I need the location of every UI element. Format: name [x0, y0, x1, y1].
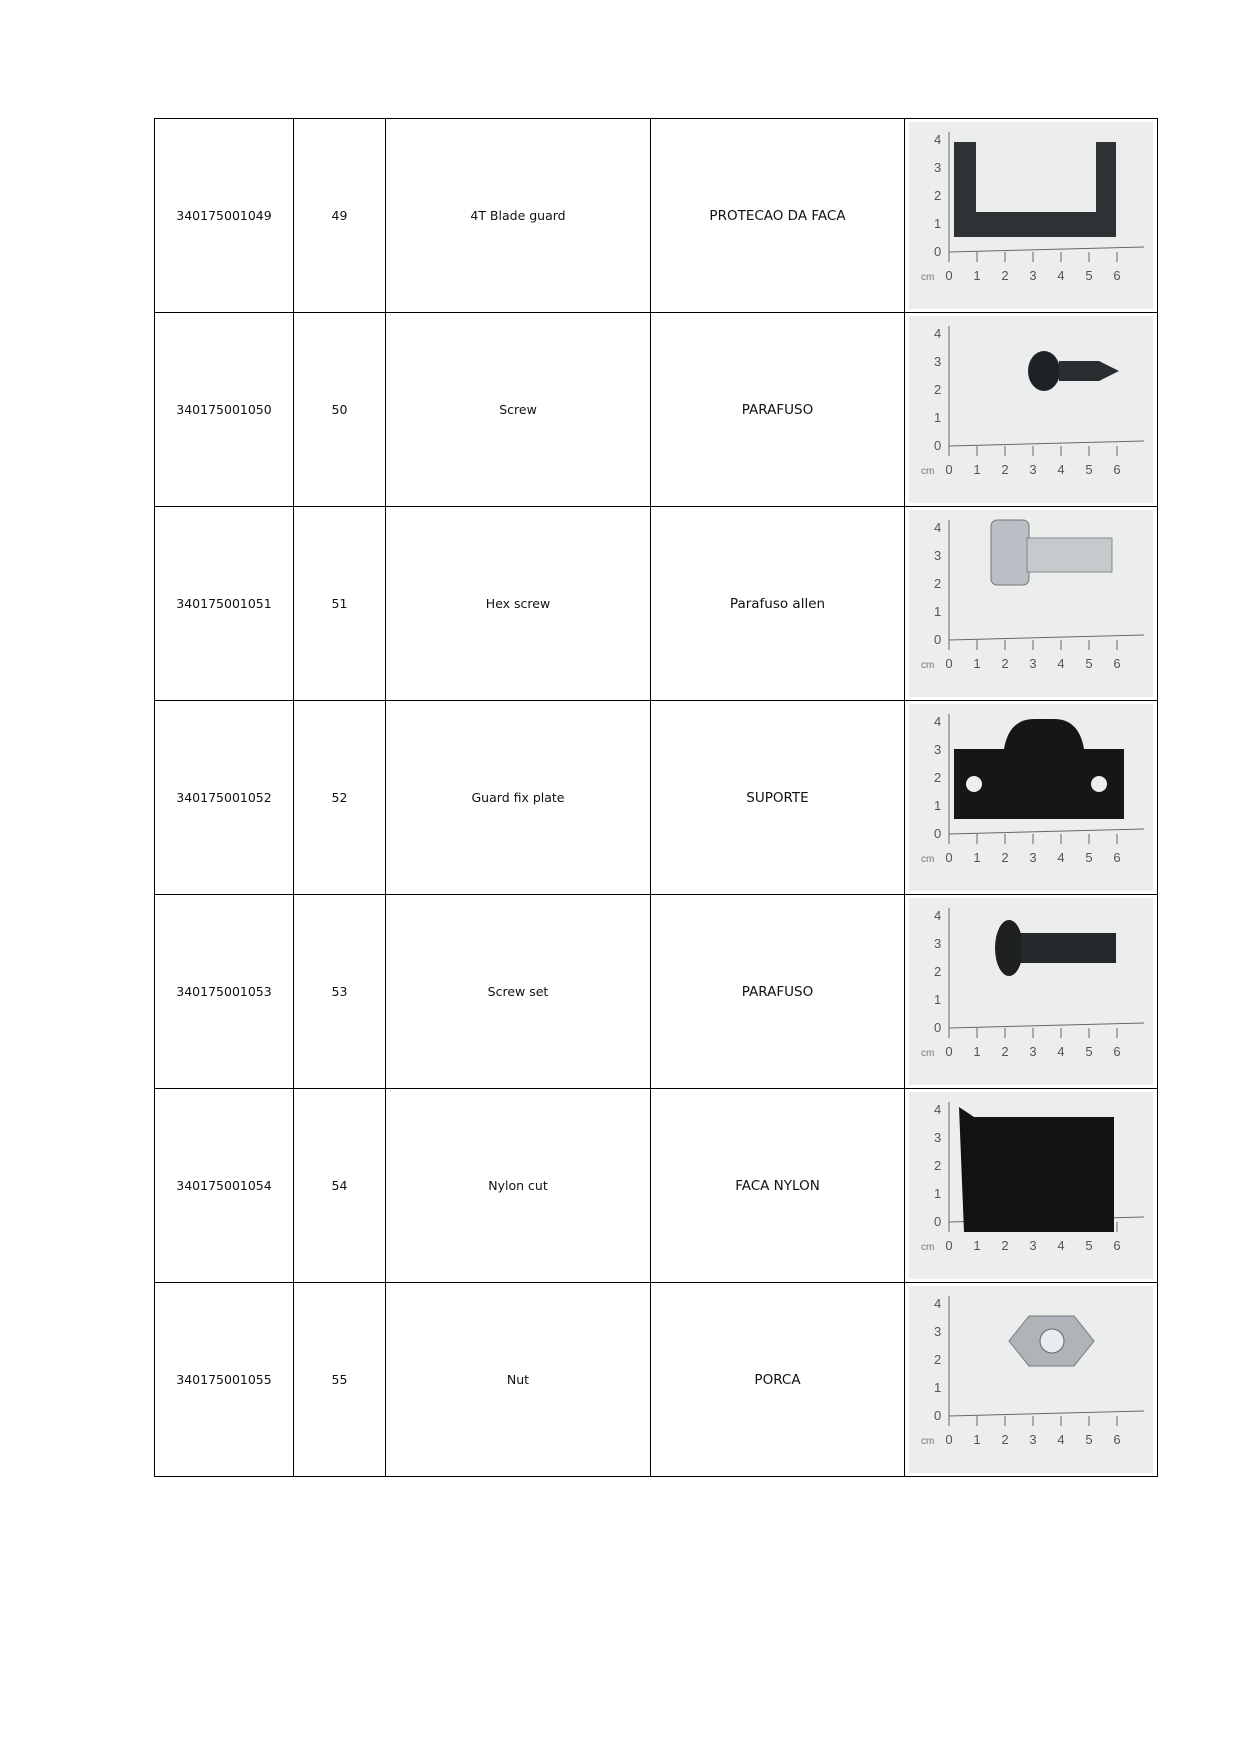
- hex-screw-photo: [909, 510, 1153, 697]
- part-name: Nut: [386, 1283, 651, 1477]
- svg-text:6: 6: [1113, 656, 1121, 671]
- svg-text:cm: cm: [921, 466, 935, 477]
- part-name: 4T Blade guard: [386, 119, 651, 313]
- guard-fix-plate-photo: [909, 704, 1153, 891]
- svg-text:1: 1: [973, 1044, 981, 1059]
- part-description: PROTECAO DA FACA: [651, 119, 905, 313]
- svg-text:0: 0: [934, 1214, 942, 1229]
- svg-text:6: 6: [1113, 1044, 1121, 1059]
- svg-text:3: 3: [934, 936, 942, 951]
- svg-text:2: 2: [934, 576, 942, 591]
- svg-text:1: 1: [973, 850, 981, 865]
- svg-text:3: 3: [1029, 850, 1037, 865]
- svg-text:1: 1: [973, 268, 981, 283]
- part-description: PARAFUSO: [651, 313, 905, 507]
- position-number: 54: [294, 1089, 386, 1283]
- svg-text:4: 4: [934, 132, 942, 147]
- svg-text:4: 4: [934, 908, 942, 923]
- svg-text:5: 5: [1085, 268, 1093, 283]
- svg-text:cm: cm: [921, 660, 935, 671]
- table-row: [155, 895, 1158, 1089]
- part-name: Screw: [386, 313, 651, 507]
- svg-text:cm: cm: [921, 272, 935, 283]
- svg-text:1: 1: [973, 656, 981, 671]
- svg-text:5: 5: [1085, 656, 1093, 671]
- svg-text:4: 4: [934, 1296, 942, 1311]
- part-code: 340175001052: [155, 701, 294, 895]
- nylon-cut-photo: [909, 1092, 1153, 1279]
- svg-text:4: 4: [934, 714, 942, 729]
- svg-text:6: 6: [1113, 462, 1121, 477]
- svg-text:3: 3: [934, 548, 942, 563]
- part-photo: [905, 507, 1158, 701]
- part-photo: [905, 313, 1158, 507]
- part-description: Parafuso allen: [651, 507, 905, 701]
- part-description: PARAFUSO: [651, 895, 905, 1089]
- svg-text:0: 0: [945, 1238, 953, 1253]
- svg-text:0: 0: [934, 1020, 942, 1035]
- svg-text:1: 1: [934, 410, 942, 425]
- position-number: 49: [294, 119, 386, 313]
- svg-text:0: 0: [945, 462, 953, 477]
- svg-text:2: 2: [1001, 268, 1009, 283]
- svg-text:cm: cm: [921, 1242, 935, 1253]
- svg-text:6: 6: [1113, 1238, 1121, 1253]
- svg-text:2: 2: [1001, 850, 1009, 865]
- svg-text:4: 4: [1057, 268, 1065, 283]
- svg-text:6: 6: [1113, 1432, 1121, 1447]
- svg-text:1: 1: [934, 1380, 942, 1395]
- part-code: 340175001053: [155, 895, 294, 1089]
- table-row: [155, 119, 1158, 313]
- part-name: Guard fix plate: [386, 701, 651, 895]
- svg-text:1: 1: [934, 1186, 942, 1201]
- part-description: PORCA: [651, 1283, 905, 1477]
- nut-photo: [909, 1286, 1153, 1473]
- svg-text:0: 0: [934, 438, 942, 453]
- svg-text:4: 4: [1057, 1044, 1065, 1059]
- svg-text:4: 4: [1057, 1238, 1065, 1253]
- svg-text:0: 0: [945, 1432, 953, 1447]
- svg-text:1: 1: [973, 462, 981, 477]
- position-number: 53: [294, 895, 386, 1089]
- svg-text:3: 3: [1029, 656, 1037, 671]
- svg-text:1: 1: [973, 1432, 981, 1447]
- svg-text:5: 5: [1085, 1044, 1093, 1059]
- screw-photo: [909, 316, 1153, 503]
- svg-text:cm: cm: [921, 1436, 935, 1447]
- parts-table: [154, 118, 1158, 1477]
- part-name: Screw set: [386, 895, 651, 1089]
- svg-text:6: 6: [1113, 268, 1121, 283]
- part-code: 340175001055: [155, 1283, 294, 1477]
- svg-text:2: 2: [1001, 1238, 1009, 1253]
- svg-text:5: 5: [1085, 1238, 1093, 1253]
- svg-text:6: 6: [1113, 850, 1121, 865]
- svg-text:2: 2: [1001, 1044, 1009, 1059]
- svg-text:1: 1: [934, 216, 942, 231]
- svg-text:3: 3: [934, 742, 942, 757]
- svg-text:3: 3: [1029, 1432, 1037, 1447]
- part-name: Hex screw: [386, 507, 651, 701]
- svg-text:2: 2: [934, 770, 942, 785]
- part-code: 340175001049: [155, 119, 294, 313]
- part-name: Nylon cut: [386, 1089, 651, 1283]
- position-number: 55: [294, 1283, 386, 1477]
- svg-text:1: 1: [934, 798, 942, 813]
- svg-text:4: 4: [1057, 656, 1065, 671]
- svg-text:3: 3: [934, 1130, 942, 1145]
- svg-text:4: 4: [1057, 850, 1065, 865]
- svg-text:3: 3: [1029, 462, 1037, 477]
- table-row: [155, 701, 1158, 895]
- svg-text:cm: cm: [921, 1048, 935, 1059]
- screw-set-photo: [909, 898, 1153, 1085]
- svg-text:5: 5: [1085, 462, 1093, 477]
- position-number: 51: [294, 507, 386, 701]
- svg-text:3: 3: [934, 354, 942, 369]
- svg-text:2: 2: [934, 1352, 942, 1367]
- part-description: SUPORTE: [651, 701, 905, 895]
- svg-text:0: 0: [934, 826, 942, 841]
- position-number: 52: [294, 701, 386, 895]
- svg-text:1: 1: [934, 992, 942, 1007]
- svg-text:0: 0: [945, 850, 953, 865]
- svg-text:4: 4: [934, 1102, 942, 1117]
- part-photo: [905, 119, 1158, 313]
- svg-text:5: 5: [1085, 1432, 1093, 1447]
- svg-text:5: 5: [1085, 850, 1093, 865]
- part-description: FACA NYLON: [651, 1089, 905, 1283]
- svg-text:0: 0: [945, 268, 953, 283]
- table-row: [155, 1089, 1158, 1283]
- svg-text:2: 2: [934, 382, 942, 397]
- svg-text:4: 4: [934, 520, 942, 535]
- svg-text:3: 3: [934, 1324, 942, 1339]
- svg-text:0: 0: [945, 656, 953, 671]
- svg-text:3: 3: [1029, 1044, 1037, 1059]
- part-code: 340175001050: [155, 313, 294, 507]
- svg-text:1: 1: [934, 604, 942, 619]
- svg-text:0: 0: [934, 632, 942, 647]
- svg-text:4: 4: [1057, 462, 1065, 477]
- position-number: 50: [294, 313, 386, 507]
- part-code: 340175001051: [155, 507, 294, 701]
- svg-text:1: 1: [973, 1238, 981, 1253]
- table-row: [155, 1283, 1158, 1477]
- part-photo: [905, 1283, 1158, 1477]
- part-photo: [905, 701, 1158, 895]
- part-photo: [905, 895, 1158, 1089]
- svg-text:0: 0: [934, 244, 942, 259]
- blade-guard-photo: [909, 122, 1153, 309]
- table-row: [155, 313, 1158, 507]
- svg-text:0: 0: [945, 1044, 953, 1059]
- svg-text:4: 4: [1057, 1432, 1065, 1447]
- svg-text:3: 3: [1029, 268, 1037, 283]
- svg-text:2: 2: [934, 1158, 942, 1173]
- svg-text:2: 2: [1001, 462, 1009, 477]
- svg-text:2: 2: [934, 964, 942, 979]
- svg-text:cm: cm: [921, 854, 935, 865]
- svg-text:2: 2: [1001, 656, 1009, 671]
- svg-text:0: 0: [934, 1408, 942, 1423]
- svg-text:2: 2: [934, 188, 942, 203]
- part-photo: [905, 1089, 1158, 1283]
- svg-text:2: 2: [1001, 1432, 1009, 1447]
- svg-text:3: 3: [934, 160, 942, 175]
- table-row: [155, 507, 1158, 701]
- svg-text:3: 3: [1029, 1238, 1037, 1253]
- svg-text:4: 4: [934, 326, 942, 341]
- part-code: 340175001054: [155, 1089, 294, 1283]
